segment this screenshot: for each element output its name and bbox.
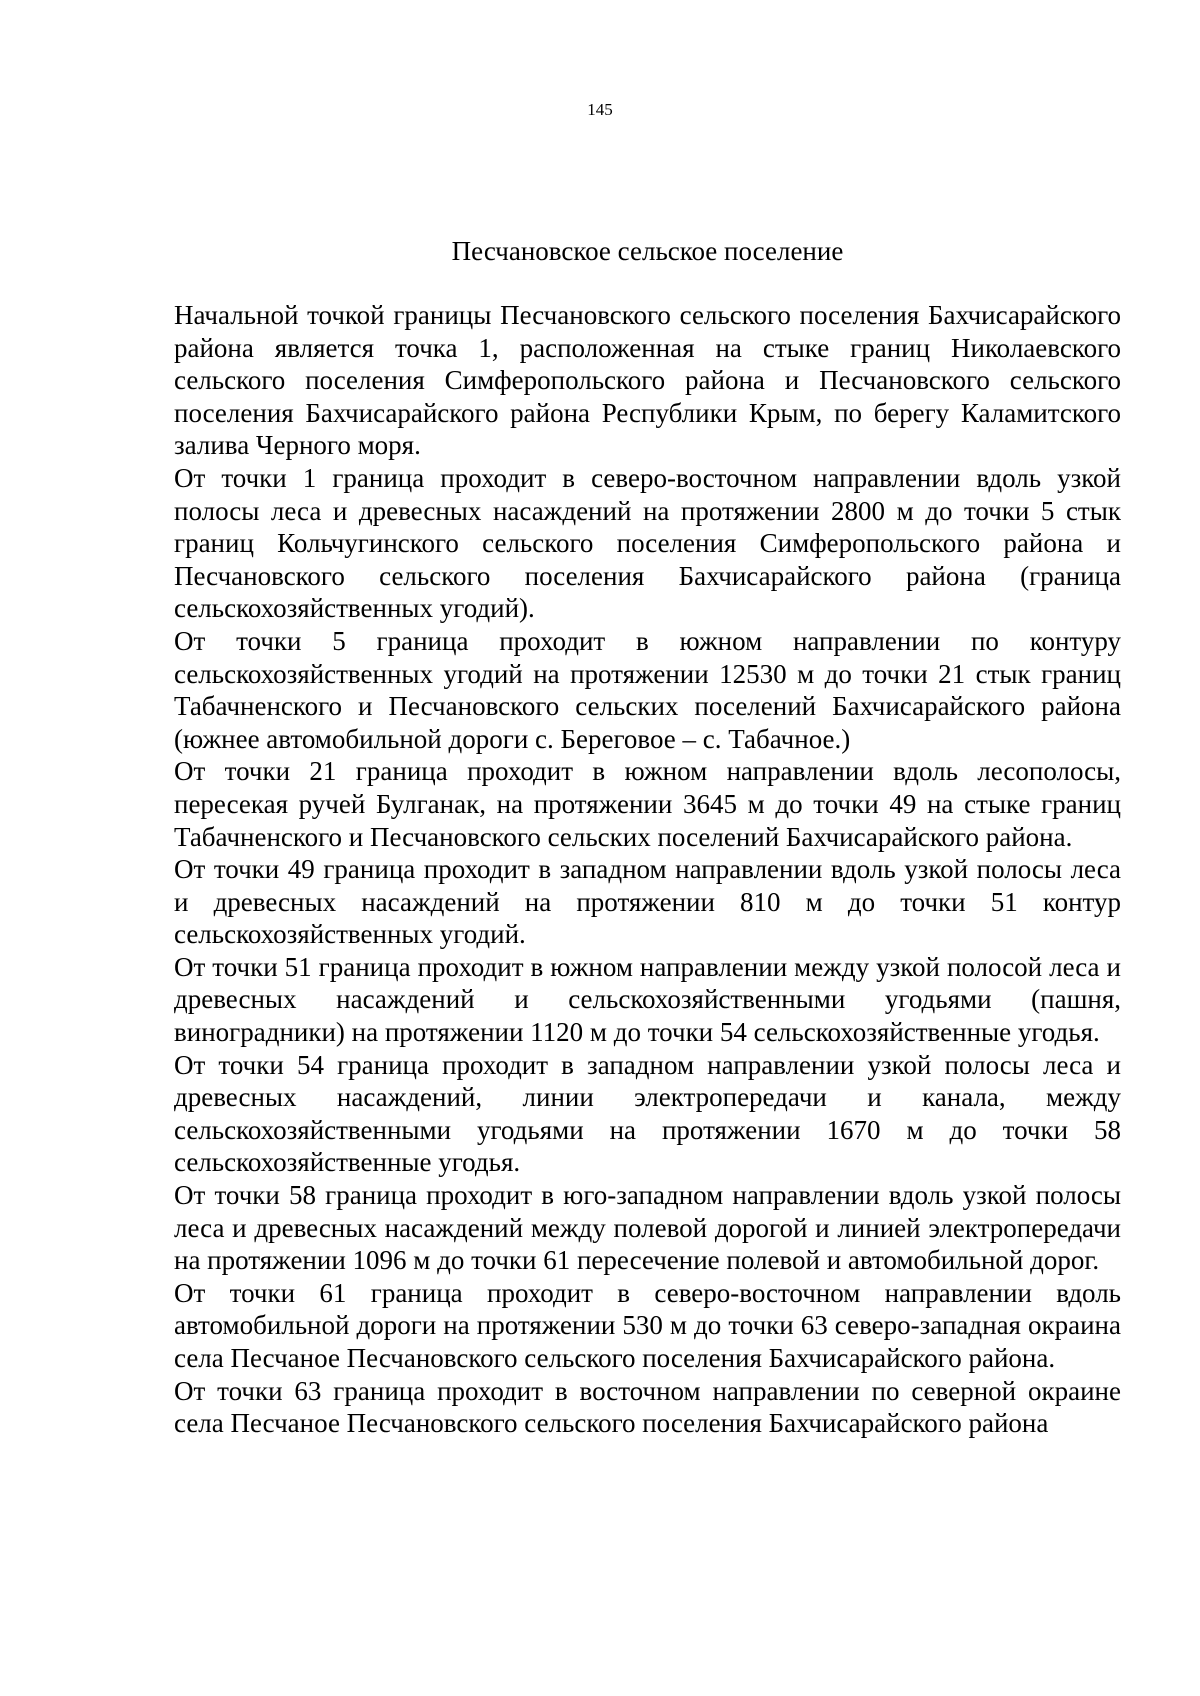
document-title: Песчановское сельское поселение (451, 236, 844, 266)
page-number: 145 (587, 100, 613, 119)
paragraph: От точки 58 граница проходит в юго-западном направлении вдоль узкой полосы леса и древесных насаждений между полевой дорогой и линией электропередачи на протяжении 1096 м до точки 61 пересечение полевой и автомобильной дорог. (174, 1180, 1121, 1276)
paragraph: От точки 63 граница проходит в восточном направлении по северной окраине села Песчаное Песчановского сельского поселения Бахчисарайского района (174, 1375, 1121, 1439)
paragraph: Начальной точкой границы Песчановского сельского поселения Бахчисарайского района является точка 1, расположенная на стыке границ Николаевского сельского поселения Симферопольского района и Песчановского сельского поселения Бахчисарайского района Республики Крым, по берегу Каламитского залива Черного моря. (174, 300, 1121, 461)
paragraph: От точки 49 граница проходит в западном направлении вдоль узкой полосы леса и древесных насаждений на протяжении 810 м до точки 51 контур сельскохозяйственных угодий. (174, 854, 1121, 950)
paragraph: От точки 51 граница проходит в южном направлении между узкой полосой леса и древесных насаждений и сельскохозяйственными угодьями (пашня, виноградники) на протяжении 1120 м до точки 54 сельскохозяйственные угодья. (174, 951, 1121, 1048)
paragraph: От точки 21 граница проходит в южном направлении вдоль лесополосы, пересекая ручей Булганак, на протяжении 3645 м до точки 49 на стыке границ Табачненского и Песчановского сельских поселений Бахчисарайского района. (174, 756, 1121, 852)
paragraph: От точки 54 граница проходит в западном направлении узкой полосы леса и древесных насаждений, линии электропередачи и канала, между сельскохозяйственными угодьями на протяжении 1670 м до точки 58 сельскохозяйственные угодья. (174, 1049, 1121, 1178)
document-body (174, 299, 1121, 1440)
paragraph: От точки 1 граница проходит в северо-восточном направлении вдоль узкой полосы леса и древесных насаждений на протяжении 2800 м до точки 5 стык границ Кольчугинского сельского поселения Симферопольского района и Песчановского сельского поселения Бахчисарайского района (граница сельскохозяйственных угодий). (174, 462, 1121, 624)
paragraph: От точки 5 граница проходит в южном направлении по контуру сельскохозяйственных угодий на протяжении 12530 м до точки 21 стык границ Табачненского и Песчановского сельских поселений Бахчисарайского района (южнее автомобильной дороги с. Береговое – с. Табачное.) (174, 625, 1121, 754)
paragraph: От точки 61 граница проходит в северо-восточном направлении вдоль автомобильной дороги на протяжении 530 м до точки 63 северо-западная окраина села Песчаное Песчановского сельского поселения Бахчисарайского района. (174, 1277, 1121, 1373)
